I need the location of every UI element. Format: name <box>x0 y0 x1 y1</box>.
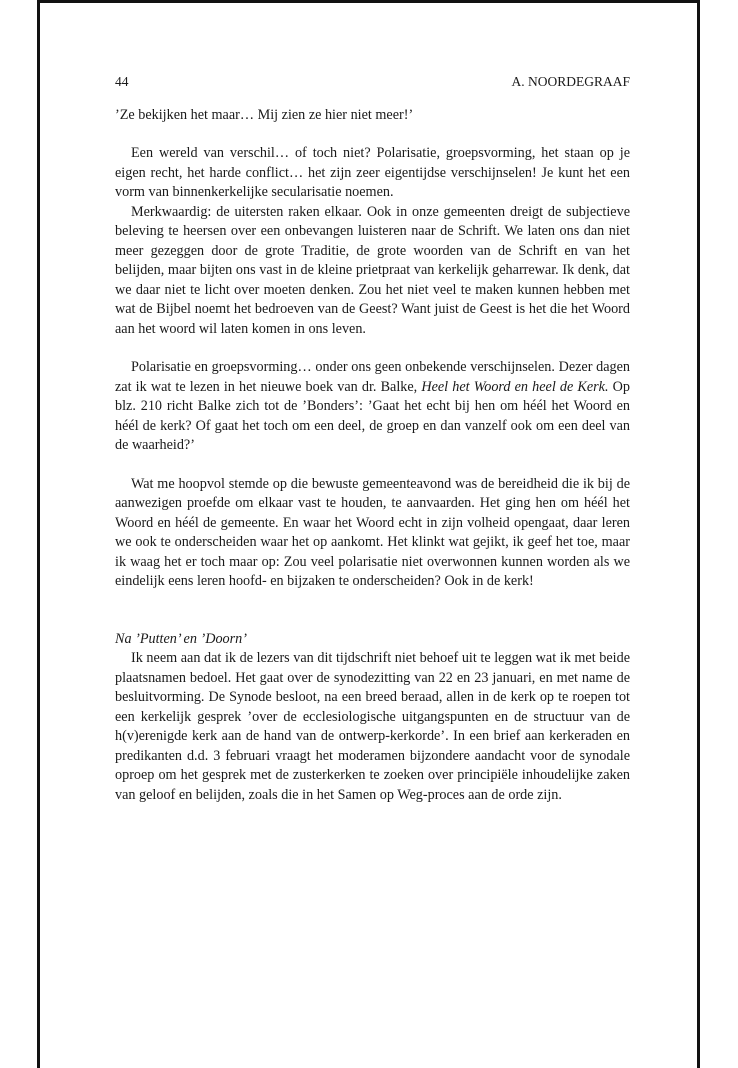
page-content <box>115 72 630 805</box>
page-number: 44 <box>115 74 129 89</box>
paragraph-1: Een wereld van verschil… of toch niet? Polarisatie, groepsvorming, het staan op je eigen recht, het harde conflict… het zijn zeer eigentijdse verschijnselen! Je kunt het een vorm van binnenkerkelijke secularisatie noemen. <box>115 145 630 200</box>
spacer <box>115 456 630 475</box>
paragraph-2: Merkwaardig: de uitersten raken elkaar. Ook in onze gemeenten dreigt de subjectieve beleving te heersen over een onbevangen luisteren naar de Schrift. We laten ons dan niet meer gezeggen door de grote Traditie, de grote woorden van de Schrift en van het belijden, maar bijten ons vast in de kleine prietpraat van kerkelijk geharrewar. Ik denk, dat we daar niet te licht over moeten denken. Zou het niet veel te maken kunnen hebben met wat de Bijbel noemt het bedroeven van de Geest? Want juist de Geest is het die het Woord aan het woord wil laten komen in ons leven. <box>115 203 630 337</box>
page-border-top <box>37 0 700 3</box>
book-title: Heel het Woord en heel de Kerk. <box>421 378 609 395</box>
spacer <box>115 339 630 358</box>
paragraph-4: Wat me hoopvol stemde op die bewuste gemeenteavond was de bereidheid die ik bij de aanwezigen proefde om elkaar vast te houden, te aanvaarden. Het ging hen om héél het Woord en héél de gemeente. En waar het Woord echt in zijn volheid opengaat, daar leren we ook te onderscheiden waar het op aankomt. Het klinkt wat gejikt, ik geef het toe, maar ik waag het er toch maar op: Zou veel polarisatie niet overwonnen kunnen worden als we eindelijk eens leren hoofd- en bijzaken te onderscheiden? Ook in de kerk! <box>115 475 630 589</box>
author-name: A. NOORDEGRAAF <box>511 74 630 89</box>
paragraph-3 <box>115 358 630 456</box>
section-body: Ik neem aan dat ik de lezers van dit tijdschrift niet behoef uit te leggen wat ik met beide plaatsnamen bedoel. Het gaat over de synodezitting van 22 en 23 januari, en met name de besluitvorming. De Synode besloot, na een breed beraad, allen in de kerk op te roepen tot een kerkelijk gesprek ’over de ecclesiologische uitgangspunten en de structuur van de h(v)erenigde kerk aan de hand van de ontwerp-kerkorde’. In een brief aan kerkeraden en predikanten d.d. 3 februari vraagt het moderamen bijzondere aandacht voor de synodale oproep om het gesprek met de zusterkerken te zoeken over principiële inhoudelijke zaken van geloof en belijden, zoals die in het Samen op Weg-proces aan de orde zijn. <box>115 650 630 803</box>
page-border-left <box>37 0 40 1068</box>
paragraph-3-text-a: Polarisatie en groepsvorming… onder ons geen onbekende verschijnselen. Dezer dagen zat ik wat te lezen in het nieuwe boek van dr. Balke, <box>115 359 630 395</box>
page-border-right <box>697 0 700 1068</box>
section-heading: Na ’Putten’ en ’Doorn’ <box>115 630 247 647</box>
running-header <box>115 72 630 92</box>
spacer <box>115 592 630 630</box>
paragraph-3-text-b: Op blz. 210 richt Balke zich tot de ’Bonders’: ’Gaat het echt bij hen om héél het Woord en héél de kerk? Of gaat het toch om een deel, de groep en dan vanzelf ook om een deel van de waarheid?’ <box>115 378 630 453</box>
spacer <box>115 125 630 144</box>
opening-quote: ’Ze bekijken het maar… Mij zien ze hier niet meer!’ <box>115 106 414 123</box>
